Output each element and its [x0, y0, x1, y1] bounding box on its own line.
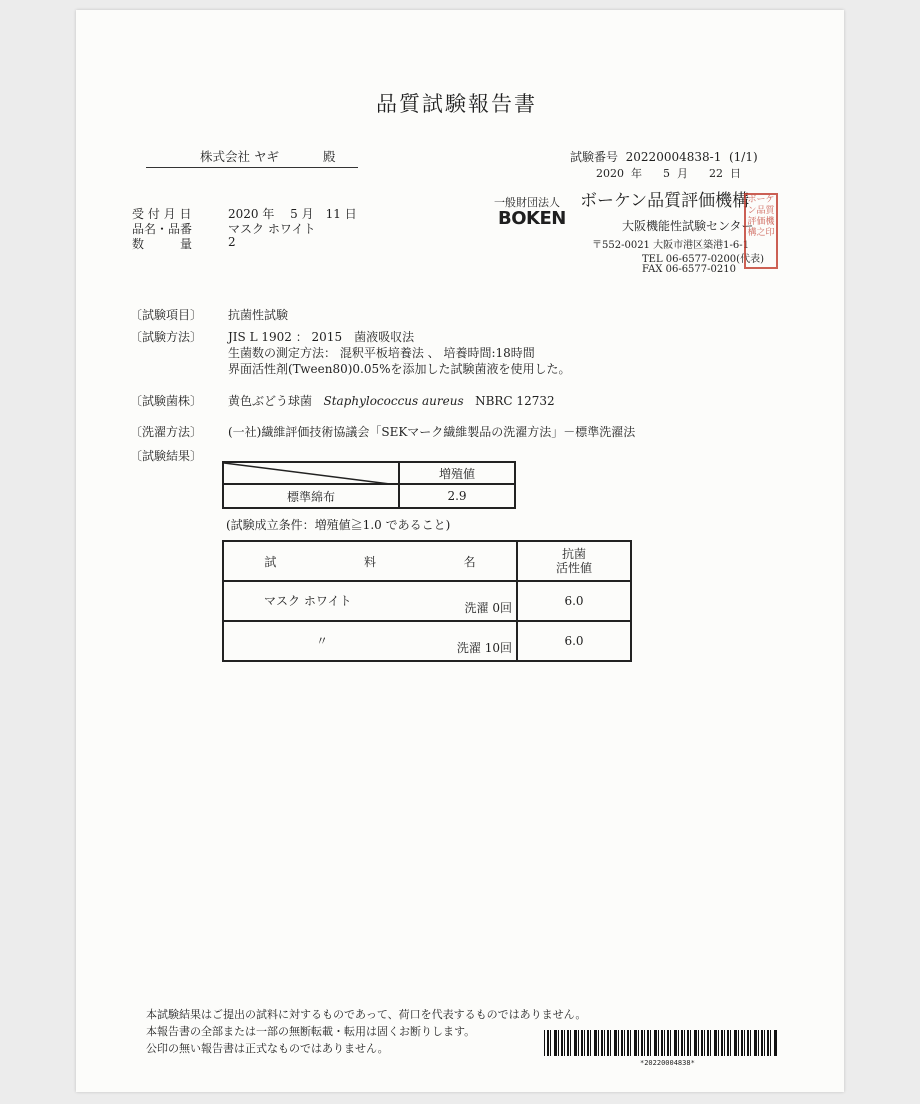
strain-id: NBRC 12732 — [475, 394, 555, 408]
barcode-bar — [684, 1030, 685, 1056]
barcode-bar — [664, 1030, 665, 1056]
activity-header-sample — [223, 541, 517, 581]
barcode-bar — [770, 1030, 771, 1056]
barcode-bar — [654, 1030, 657, 1056]
test-strain-value — [228, 392, 555, 409]
barcode-bar — [694, 1030, 697, 1056]
growth-row-label: 標準綿布 — [223, 484, 399, 508]
barcode-bar — [761, 1030, 763, 1056]
barcode-bar — [598, 1030, 599, 1056]
product-value: マスク ホワイト — [228, 222, 316, 236]
barcode-bar — [574, 1030, 577, 1056]
barcode-bar — [634, 1030, 637, 1056]
org-fax: FAX 06-6577-0210 — [642, 264, 736, 275]
barcode-bar — [614, 1030, 617, 1056]
diagonal-line — [224, 463, 398, 485]
received-label: 受 付 月 日 — [132, 207, 192, 221]
barcode-bar — [607, 1030, 609, 1056]
barcode-bar — [618, 1030, 619, 1056]
org-center: 大阪機能性試験センター — [622, 219, 754, 233]
wash-method-label: 〔洗濯方法〕 — [130, 425, 203, 439]
barcode-bar — [747, 1030, 749, 1056]
growth-table — [222, 461, 516, 509]
issue-year: 2020 — [596, 167, 624, 180]
test-method-line1: JIS L 1902 ： 2015 菌液吸収法 — [228, 330, 415, 344]
barcode-bar — [741, 1030, 743, 1056]
barcode-bar — [587, 1030, 589, 1056]
issue-month: 5 — [662, 167, 670, 180]
barcode-bar — [558, 1030, 559, 1056]
barcode-bar — [738, 1030, 739, 1056]
activity-row-wash: 洗濯 10回 — [456, 641, 512, 655]
barcode-bar — [718, 1030, 719, 1056]
barcode-bar — [734, 1030, 737, 1056]
barcode-bar — [721, 1030, 723, 1056]
test-method-line3: 界面活性剤(Tween80)0.05%を添加した試験菌液を使用した。 — [228, 362, 571, 376]
barcode-bar — [767, 1030, 769, 1056]
barcode — [544, 1030, 780, 1056]
barcode-bar — [581, 1030, 583, 1056]
boken-logo: BOKEN — [498, 208, 566, 229]
activity-row-value: 6.0 — [517, 581, 631, 621]
barcode-bar — [638, 1030, 639, 1056]
barcode-bar — [610, 1030, 611, 1056]
barcode-bar — [624, 1030, 625, 1056]
barcode-bar — [667, 1030, 669, 1056]
barcode-bar — [758, 1030, 759, 1056]
quantity-label: 数 量 — [132, 237, 193, 251]
header-sample-3: 名 — [463, 554, 476, 569]
test-number-value: 20220004838-1 — [625, 150, 722, 164]
activity-row-sample — [223, 621, 517, 661]
barcode-bar — [670, 1030, 671, 1056]
test-number — [570, 148, 758, 165]
barcode-number: *20220004838* — [640, 1059, 695, 1067]
footer-note-2: 本報告書の全部または一部の無断転載・転用は固くお断りします。 — [146, 1025, 476, 1038]
barcode-bar — [621, 1030, 623, 1056]
growth-table-corner — [223, 462, 399, 484]
table-row — [223, 581, 631, 621]
barcode-bar — [714, 1030, 717, 1056]
quantity-value: 2 — [228, 235, 236, 249]
barcode-bar — [690, 1030, 691, 1056]
barcode-bar — [604, 1030, 605, 1056]
header-sample-1: 試 — [264, 554, 277, 569]
org-corp-type: 一般財団法人 — [494, 196, 560, 209]
activity-row-name: マスク ホワイト — [264, 594, 352, 608]
barcode-bar — [601, 1030, 603, 1056]
barcode-bar — [710, 1030, 711, 1056]
test-method-label: 〔試験方法〕 — [130, 330, 203, 344]
barcode-bar — [650, 1030, 651, 1056]
official-seal: ボーケン品質評価機構之印 — [744, 193, 778, 269]
barcode-bar — [730, 1030, 731, 1056]
test-method-line2: 生菌数の測定方法： 混釈平板培養法 、 培養時間:18時間 — [228, 346, 535, 360]
addressee — [146, 147, 358, 168]
barcode-bar — [698, 1030, 699, 1056]
barcode-bar — [744, 1030, 745, 1056]
barcode-bar — [594, 1030, 597, 1056]
received-value: 2020 年 5 月 11 日 — [228, 207, 357, 221]
barcode-bar — [678, 1030, 679, 1056]
header-value-2: 活性値 — [555, 561, 592, 575]
report-sheet — [76, 10, 844, 1092]
org-tel: TEL 06-6577-0200(代表) — [642, 254, 764, 265]
test-number-page: (1/1) — [728, 150, 758, 164]
barcode-bar — [561, 1030, 563, 1056]
barcode-bar — [584, 1030, 585, 1056]
barcode-bar — [547, 1030, 549, 1056]
barcode-bar — [704, 1030, 705, 1056]
barcode-bar — [750, 1030, 751, 1056]
barcode-bar — [564, 1030, 565, 1056]
header-value-1: 抗菌 — [561, 547, 586, 561]
activity-row-name: 〃 — [316, 634, 329, 648]
barcode-bar — [727, 1030, 729, 1056]
growth-header: 増殖値 — [399, 462, 515, 484]
barcode-bar — [701, 1030, 703, 1056]
issue-month-unit: 月 — [676, 167, 688, 180]
addressee-honorific: 殿 — [322, 149, 336, 164]
barcode-bar — [630, 1030, 631, 1056]
issue-year-unit: 年 — [631, 167, 642, 180]
barcode-bar — [658, 1030, 659, 1056]
test-result-label: 〔試験結果〕 — [130, 449, 203, 463]
issue-day-unit: 日 — [729, 167, 741, 180]
barcode-bar — [681, 1030, 683, 1056]
barcode-bar — [644, 1030, 645, 1056]
barcode-bar — [567, 1030, 569, 1056]
test-strain-label: 〔試験菌株〕 — [130, 394, 203, 408]
barcode-bar — [627, 1030, 629, 1056]
barcode-bar — [774, 1030, 777, 1056]
barcode-bar — [641, 1030, 643, 1056]
barcode-bar — [724, 1030, 725, 1056]
footer-note-3: 公印の無い報告書は正式なものではありません。 — [146, 1042, 389, 1055]
activity-row-sample — [223, 581, 517, 621]
test-item-value: 抗菌性試験 — [228, 308, 289, 322]
addressee-company: 株式会社 ヤギ — [200, 149, 279, 164]
test-number-label: 試験番号 — [570, 150, 619, 164]
barcode-bar — [647, 1030, 649, 1056]
growth-row-value: 2.9 — [399, 484, 515, 508]
barcode-bar — [707, 1030, 709, 1056]
wash-method-value: (一社)繊維評価技術協議会「SEKマーク繊維製品の洗濯方法」－標準洗濯法 — [228, 425, 636, 439]
strain-prefix: 黄色ぶどう球菌 — [228, 394, 313, 408]
product-label: 品名・品番 — [132, 222, 193, 236]
barcode-bar — [550, 1030, 551, 1056]
test-item-label: 〔試験項目〕 — [130, 308, 203, 322]
table-row — [223, 621, 631, 661]
issue-day: 22 — [708, 167, 723, 180]
barcode-bar — [544, 1030, 545, 1056]
header-sample-2: 料 — [363, 554, 376, 569]
issue-date — [596, 165, 741, 181]
barcode-bar — [687, 1030, 689, 1056]
org-address: 〒552-0021 大阪市港区築港1-6-1 — [592, 240, 749, 251]
strain-species: Staphylococcus aureus — [323, 394, 464, 408]
barcode-bar — [674, 1030, 677, 1056]
barcode-bar — [570, 1030, 571, 1056]
page-title: 品質試験報告書 — [376, 92, 537, 116]
activity-row-value: 6.0 — [517, 621, 631, 661]
org-name: ボーケン品質評価機構 — [580, 191, 750, 211]
barcode-bar — [661, 1030, 663, 1056]
barcode-bar — [764, 1030, 765, 1056]
barcode-bar — [590, 1030, 591, 1056]
footer-note-1: 本試験結果はご提出の試料に対するものであって、荷口を代表するものではありません。 — [146, 1008, 587, 1021]
barcode-bar — [554, 1030, 557, 1056]
activity-table — [222, 540, 632, 662]
growth-condition: (試験成立条件：増殖値≧1.0 であること) — [226, 518, 451, 532]
activity-row-wash: 洗濯 0回 — [464, 601, 512, 615]
barcode-bar — [754, 1030, 757, 1056]
activity-header-value — [517, 541, 631, 581]
barcode-bar — [578, 1030, 579, 1056]
